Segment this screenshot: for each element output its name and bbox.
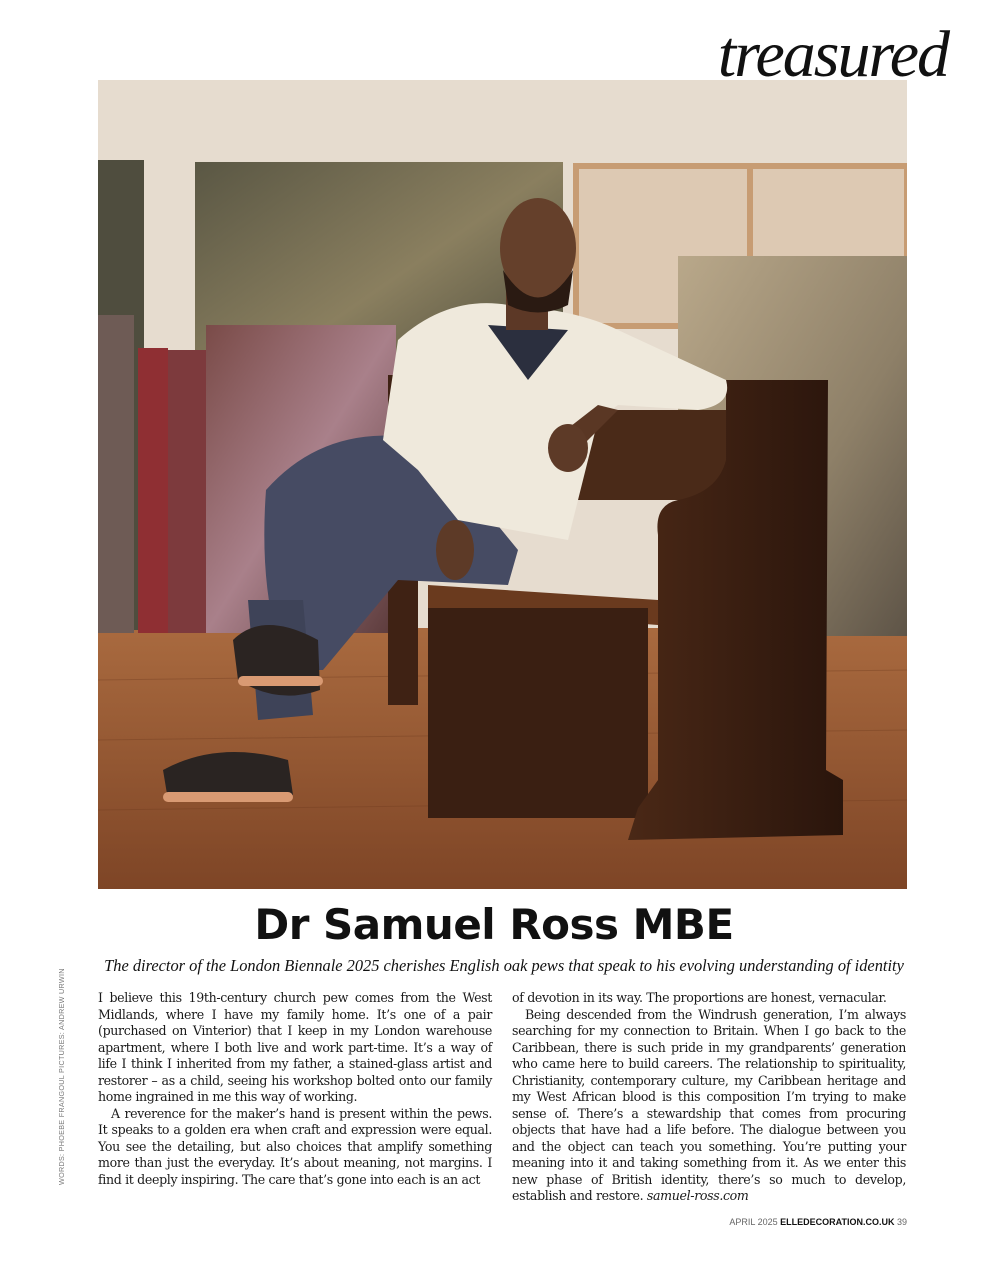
standfirst: The director of the London Biennale 2025 cherishes English oak pews that speak to his evolving understanding of identity — [104, 956, 904, 975]
magazine-website[interactable]: ELLEDECORATION.CO.UK — [780, 1217, 895, 1227]
body-text: Being descended from the Windrush generation, I’m always searching for my connection to Britain. When I go back to the Caribbean, there is such pride in my grandparents’ generation who came here to build careers. The relationship to spirituality, Christianity, contemporary culture, my Caribbean heritage and my West African blood is this composition I’m trying to make sense of. There’s a stewardship that comes from procuring objects that have had a life before. The dialogue between you and the object can teach you something. You’re putting your meaning into it and taking something from it. As we enter this new phase of British identity, there’s so much to develop, establish and restore. — [512, 1006, 906, 1203]
body-column-right — [512, 990, 906, 1205]
body-paragraph: I believe this 19th-century church pew comes from the West Midlands, where I have my family home. It’s one of a pair (purchased on Vinterior) that I keep in my London warehouse apartment, where I both live and work part-time. It’s a way of life I think I inherited from my father, a stained-glass artist and restorer – as a child, seeing his workshop bolted onto our family home ingrained in me this way of working. — [98, 990, 492, 1104]
website-link[interactable]: samuel-ross.com — [646, 1188, 749, 1203]
article-headline: Dr Samuel Ross MBE — [254, 900, 734, 949]
page-footer — [729, 1217, 907, 1227]
body-paragraph — [512, 1007, 906, 1205]
portrait-photo — [98, 80, 907, 889]
body-paragraph: of devotion in its way. The proportions are honest, vernacular. — [512, 990, 887, 1005]
photo-credit: WORDS: PHOEBE FRANGOUL PICTURES: ANDREW URWIN — [57, 968, 66, 1185]
body-column-left — [98, 990, 492, 1188]
section-title: treasured — [717, 18, 948, 91]
body-paragraph: A reverence for the maker’s hand is present within the pews. It speaks to a golden era when craft and expression were equal. You see the detailing, but also choices that amplify something more than just the everyday. It’s about meaning, not margins. I find it deeply inspiring. The care that’s gone into each is an act — [98, 1105, 492, 1187]
page-number: 39 — [896, 1217, 907, 1227]
portrait-illustration — [98, 80, 907, 889]
issue-date: APRIL 2025 — [729, 1217, 778, 1227]
